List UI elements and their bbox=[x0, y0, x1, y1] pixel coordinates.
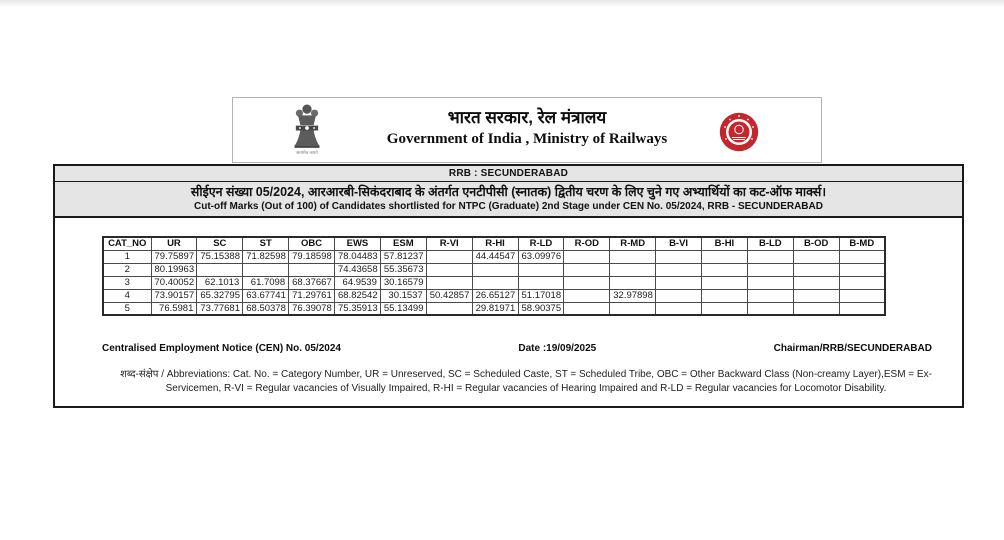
table-row bbox=[103, 276, 885, 289]
table-cell bbox=[610, 302, 656, 315]
table-cell bbox=[793, 289, 839, 302]
table-cell bbox=[426, 250, 472, 263]
table-cell bbox=[656, 250, 702, 263]
table-cell bbox=[839, 250, 885, 263]
table-cell bbox=[564, 263, 610, 276]
table-cell bbox=[518, 263, 564, 276]
column-header: ESM bbox=[380, 237, 426, 250]
table-head bbox=[103, 237, 885, 250]
notice-document bbox=[53, 164, 964, 408]
table-cell bbox=[839, 302, 885, 315]
table-body bbox=[103, 250, 885, 315]
column-header: R-HI bbox=[472, 237, 518, 250]
table-cell: 68.82542 bbox=[335, 289, 381, 302]
table-cell: 61.7098 bbox=[243, 276, 289, 289]
table-cell bbox=[472, 263, 518, 276]
column-header: B-MD bbox=[839, 237, 885, 250]
table-cell bbox=[564, 289, 610, 302]
column-header: ST bbox=[243, 237, 289, 250]
table-cell bbox=[610, 250, 656, 263]
column-header: SC bbox=[197, 237, 243, 250]
column-header: UR bbox=[151, 237, 197, 250]
table-cell bbox=[243, 263, 289, 276]
table-cell: 29.81971 bbox=[472, 302, 518, 315]
table-cell bbox=[472, 276, 518, 289]
table-cell bbox=[564, 302, 610, 315]
table-cell bbox=[564, 276, 610, 289]
column-header: EWS bbox=[335, 237, 381, 250]
table-cell bbox=[610, 276, 656, 289]
table-cell bbox=[747, 250, 793, 263]
emblem-caption: सत्यमेव जयते bbox=[296, 150, 318, 156]
table-cell bbox=[793, 302, 839, 315]
column-header: B-VI bbox=[656, 237, 702, 250]
table-cell bbox=[793, 276, 839, 289]
table-cell bbox=[747, 302, 793, 315]
table-cell bbox=[610, 263, 656, 276]
table-cell: 75.35913 bbox=[335, 302, 381, 315]
table-cell: 2 bbox=[103, 263, 151, 276]
table-cell: 80.19963 bbox=[151, 263, 197, 276]
table-cell: 55.35673 bbox=[380, 263, 426, 276]
table-cell bbox=[656, 302, 702, 315]
table-cell: 68.37667 bbox=[289, 276, 335, 289]
notice-title-band bbox=[55, 182, 962, 218]
column-header: R-OD bbox=[564, 237, 610, 250]
column-header: R-LD bbox=[518, 237, 564, 250]
table-cell bbox=[702, 263, 748, 276]
govt-hindi-title: भारत सरकार, रेल मंत्रालय bbox=[447, 108, 607, 127]
notice-title-english: Cut-off Marks (Out of 100) of Candidates shortlisted for NTPC (Graduate) 2nd Stage under CEN No. 05/2024, RRB - SECUNDERABAD bbox=[194, 201, 823, 212]
table-cell: 5 bbox=[103, 302, 151, 315]
table-cell: 30.16579 bbox=[380, 276, 426, 289]
column-header: B-OD bbox=[793, 237, 839, 250]
table-row bbox=[103, 302, 885, 315]
table-cell: 71.82598 bbox=[243, 250, 289, 263]
table-cell bbox=[839, 263, 885, 276]
table-row bbox=[103, 263, 885, 276]
table-cell: 51.17018 bbox=[518, 289, 564, 302]
govt-english-title: Government of India , Ministry of Railways bbox=[386, 131, 668, 147]
table-cell: 44.44547 bbox=[472, 250, 518, 263]
table-cell bbox=[702, 289, 748, 302]
table-header-row bbox=[103, 237, 885, 250]
table-cell: 79.18598 bbox=[289, 250, 335, 263]
table-cell: 78.04483 bbox=[335, 250, 381, 263]
table-cell bbox=[426, 276, 472, 289]
column-header: B-HI bbox=[702, 237, 748, 250]
table-cell: 76.39078 bbox=[289, 302, 335, 315]
table-cell bbox=[702, 276, 748, 289]
table-cell bbox=[426, 263, 472, 276]
table-cell: 30.1537 bbox=[380, 289, 426, 302]
table-cell bbox=[839, 276, 885, 289]
table-cell bbox=[197, 263, 243, 276]
cutoff-table bbox=[102, 236, 886, 316]
table-cell: 63.67741 bbox=[243, 289, 289, 302]
table-cell: 64.9539 bbox=[335, 276, 381, 289]
govt-header bbox=[232, 97, 822, 163]
table-cell bbox=[656, 276, 702, 289]
table-cell: 79.75897 bbox=[151, 250, 197, 263]
table-cell: 70.40052 bbox=[151, 276, 197, 289]
table-cell: 4 bbox=[103, 289, 151, 302]
table-cell bbox=[656, 289, 702, 302]
table-cell bbox=[839, 289, 885, 302]
table-cell bbox=[702, 302, 748, 315]
table-cell: 3 bbox=[103, 276, 151, 289]
table-cell: 65.32795 bbox=[197, 289, 243, 302]
page-top-shadow bbox=[0, 0, 1004, 7]
table-cell bbox=[793, 250, 839, 263]
table-cell: 74.43658 bbox=[335, 263, 381, 276]
table-cell: 26.65127 bbox=[472, 289, 518, 302]
column-header: R-MD bbox=[610, 237, 656, 250]
table-cell: 32.97898 bbox=[610, 289, 656, 302]
table-cell: 73.77681 bbox=[197, 302, 243, 315]
table-cell bbox=[656, 263, 702, 276]
table-cell bbox=[793, 263, 839, 276]
column-header: R-VI bbox=[426, 237, 472, 250]
table-cell: 62.1013 bbox=[197, 276, 243, 289]
column-header: OBC bbox=[289, 237, 335, 250]
table-cell: 76.5981 bbox=[151, 302, 197, 315]
table-cell bbox=[518, 276, 564, 289]
cen-number: Centralised Employment Notice (CEN) No. 05/2024 bbox=[102, 343, 341, 354]
table-cell bbox=[747, 263, 793, 276]
abbreviations-note: शब्द-संक्षेप / Abbreviations: Cat. No. = Category Number, UR = Unreserved, SC = Scheduled Caste, ST = Scheduled Tribe, OBC = Other Backward Class (Non-creamy Layer),ESM = Ex-Servicemen, R-VI = Regular vacancies of Visually Impaired, R-HI = Regular vacancies of Hearing Impaired and R-LD = Regular vacancies for Locomotor Disability. bbox=[120, 369, 932, 394]
table-cell bbox=[426, 302, 472, 315]
table-cell: 58.90375 bbox=[518, 302, 564, 315]
notice-footer bbox=[102, 343, 932, 354]
column-header: B-LD bbox=[747, 237, 793, 250]
table-cell: 57.81237 bbox=[380, 250, 426, 263]
column-header: CAT_NO bbox=[103, 237, 151, 250]
table-cell: 63.09976 bbox=[518, 250, 564, 263]
table-row bbox=[103, 250, 885, 263]
table-cell: 55.13499 bbox=[380, 302, 426, 315]
table-cell bbox=[289, 263, 335, 276]
table-cell: 71.29761 bbox=[289, 289, 335, 302]
table-cell: 1 bbox=[103, 250, 151, 263]
table-cell bbox=[747, 289, 793, 302]
table-cell: 73.90157 bbox=[151, 289, 197, 302]
notice-date: Date :19/09/2025 bbox=[518, 343, 597, 354]
notice-title-hindi: सीईएन संख्या 05/2024, आरआरबी-सिकंदराबाद के अंतर्गत एनटीपीसी (स्नातक) द्वितीय चरण के लिए चुने गए अभ्यार्थियों का कट-ऑफ मार्क्स। bbox=[190, 185, 827, 199]
table-cell bbox=[702, 250, 748, 263]
table-row bbox=[103, 289, 885, 302]
signatory: Chairman/RRB/SECUNDERABAD bbox=[773, 343, 932, 354]
ashoka-emblem-icon bbox=[289, 102, 325, 159]
table-cell bbox=[747, 276, 793, 289]
header-titles bbox=[328, 107, 726, 150]
table-cell: 50.42857 bbox=[426, 289, 472, 302]
railways-logo-icon bbox=[719, 112, 759, 152]
table-cell: 68.50378 bbox=[243, 302, 289, 315]
board-name-band: RRB : SECUNDERABAD bbox=[55, 166, 962, 182]
table-cell: 75.15388 bbox=[197, 250, 243, 263]
table-cell bbox=[564, 250, 610, 263]
